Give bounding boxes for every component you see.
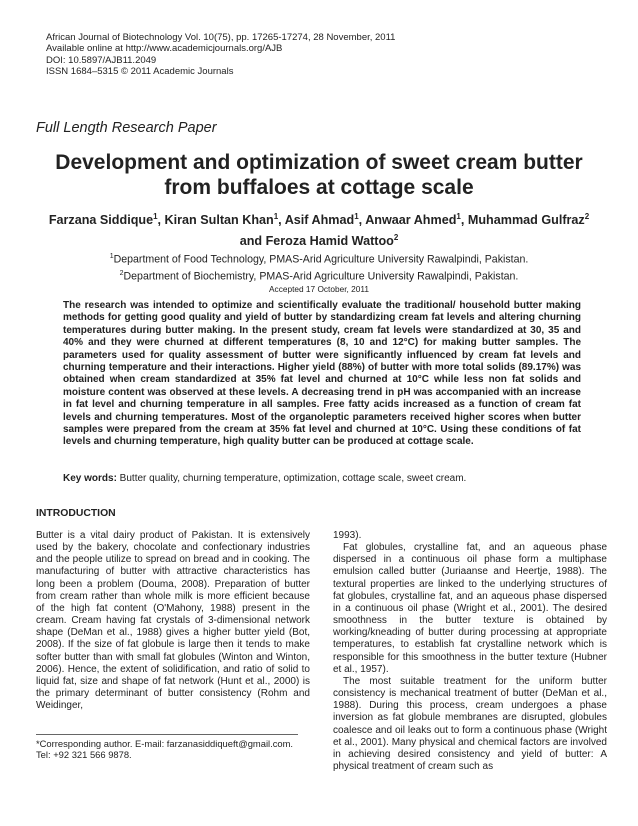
affil-mark: 2 [119,269,124,277]
affiliation-text: Department of Biochemistry, PMAS-Arid Agriculture University Rawalpindi, Pakistan. [123,270,519,283]
title-line-2: from buffaloes at cottage scale [164,176,474,199]
journal-citation: African Journal of Biotechnology Vol. 10(75), pp. 17265-17274, 28 November, 2011 [46,32,396,43]
author-name: Muhammad Gulfraz [467,213,585,228]
corresponding-author-footnote: *Corresponding author. E-mail: farzanasiddiqueft@gmail.com. Tel: +92 321 566 9878. [36,738,294,761]
journal-issn: ISSN 1684–5315 © 2011 Academic Journals [46,66,234,78]
right-column [333,530,607,773]
journal-doi: DOI: 10.5897/AJB11.2049 [46,54,157,66]
journal-header [46,32,395,78]
author-list [30,208,608,250]
affiliation-1 [30,250,608,267]
journal-url: Available online at http://www.academicjournals.org/AJB [46,43,283,55]
author-affil-mark: 2 [584,212,590,221]
keywords-text: Butter quality, churning temperature, optimization, cottage scale, sweet cream. [116,473,467,484]
intro-paragraph-continued: 1993). [333,530,362,541]
author-separator: , [358,213,366,228]
author-name: Anwaar Ahmed [365,213,457,228]
abstract: The research was intended to optimize and scientifically evaluate the traditional/ household butter making methods for getting good quality and yield of butter by standardizing cream fat levels and altering churning temperatures during butter making. In the present study, cream fat levels were standardized at 30, 35 and 40% and they were churned at different temperatures (8, 10 and 12°C) for making butter samples. The parameters used for quality assessment of butter were significantly influenced by cream fat levels and churning temperature and their interactions. Higher yield (88%) of butter with more total solids (89.17%) was obtained when cream standardized at 35% fat level and churned at 10°C while less non fat solids and moisture content was observed at these levels. A decreasing trend in pH was accompanied with an increase in fat level and churning temperature in all samples. Free fatty acids increased as a function of cream fat levels and churning temperatures. Most of the organoleptic parameters received higher scores when butter samples were prepared from the cream at 35% fat level and churned at 10°C. Using these conditions of fat levels and churning temperature, high quality butter can be produced at cottage scale. [63,300,581,448]
left-column [36,530,310,712]
author-name: Feroza Hamid Wattoo [265,234,394,249]
author-separator: , [460,213,468,228]
paper-title [30,150,608,200]
affiliation-2 [30,267,608,284]
intro-paragraph-2: Fat globules, crystalline fat, and an aqueous phase dispersed in a continuous oil phase form a multiphase emulsion called butter (Juriaanse and Heertje, 1988). The textural properties are linked to the underlying structures of fat globules, crystalline fat, and an aqueous phase dispersed in a continuous oil phase (Wright et al., 2001). The desired smoothness in the butter texture is obtained by working/kneading of butter during processing at appropriate temperatures, to establish fat crystalline network which is responsible for this smoothness in the butter texture (Hubner et al., 1957). [333,542,607,675]
intro-paragraph-3: The most suitable treatment for the uniform butter consistency is mechanical treatment of butter (DeMan et al., 1988). During this process, cream undergoes a phase inversion as fat globule membranes are disrupted, globules coalesce and oil leaks out to form a continuous phase (Wright et al., 2001). Many physical and chemical factors are involved in achieving desired consistency and yield of butter: A physical treatment of cream such as [333,675,607,772]
affiliation-text: Department of Food Technology, PMAS-Arid Agriculture University Rawalpindi, Pakistan. [113,253,529,266]
author-separator: , [157,213,165,228]
author-affil-mark: 1 [153,212,158,221]
author-name: Farzana Siddique [48,213,154,228]
paper-type: Full Length Research Paper [36,120,217,136]
author-line-1 [30,208,608,229]
author-affil-mark: 1 [456,212,461,221]
author-name: Kiran Sultan Khan [164,213,274,228]
intro-paragraph-1: Butter is a vital dairy product of Pakistan. It is extensively used by the bakery, chocolate and confectionary industries and the people utilize to spread on bread and in cooking. The manufacturing of butter with attractive characteristics has long been a problem (Douma, 2008). Preparation of butter from cream rather than whole milk is more efficient because of the high fat content (O'Mahony, 1988) present in the cream. Cream having fat crystals of 3-dimensional network shape (DeMan et al., 1988) gives a higher butter yield (Bot, 2008). If the size of fat globule is large then it tends to make softer butter than with small fat globules (Winton and Winton, 2006). Hence, the extent of solidification, and ratio of solid to liquid fat, size and shape of fat network (Hunt et al., 2000) is the primary determinant of butter consistency (Rohm and Weidinger, [36,530,310,712]
author-affil-mark: 2 [393,233,399,243]
accepted-date: Accepted 17 October, 2011 [269,284,369,294]
title-line-1: Development and optimization of sweet cream butter [55,151,583,174]
author-affil-mark: 1 [273,212,279,221]
author-separator: , [278,213,285,228]
affiliations [30,250,608,283]
keywords-label: Key words: [63,473,117,484]
affil-mark: 1 [109,253,114,260]
author-name: Asif Ahmad [284,213,355,228]
introduction-heading: INTRODUCTION [36,508,116,519]
author-affil-mark: 1 [354,212,359,221]
keywords [63,473,581,484]
footnote-divider [36,734,298,735]
author-conjunction: and [239,234,266,249]
author-line-2 [30,229,608,250]
